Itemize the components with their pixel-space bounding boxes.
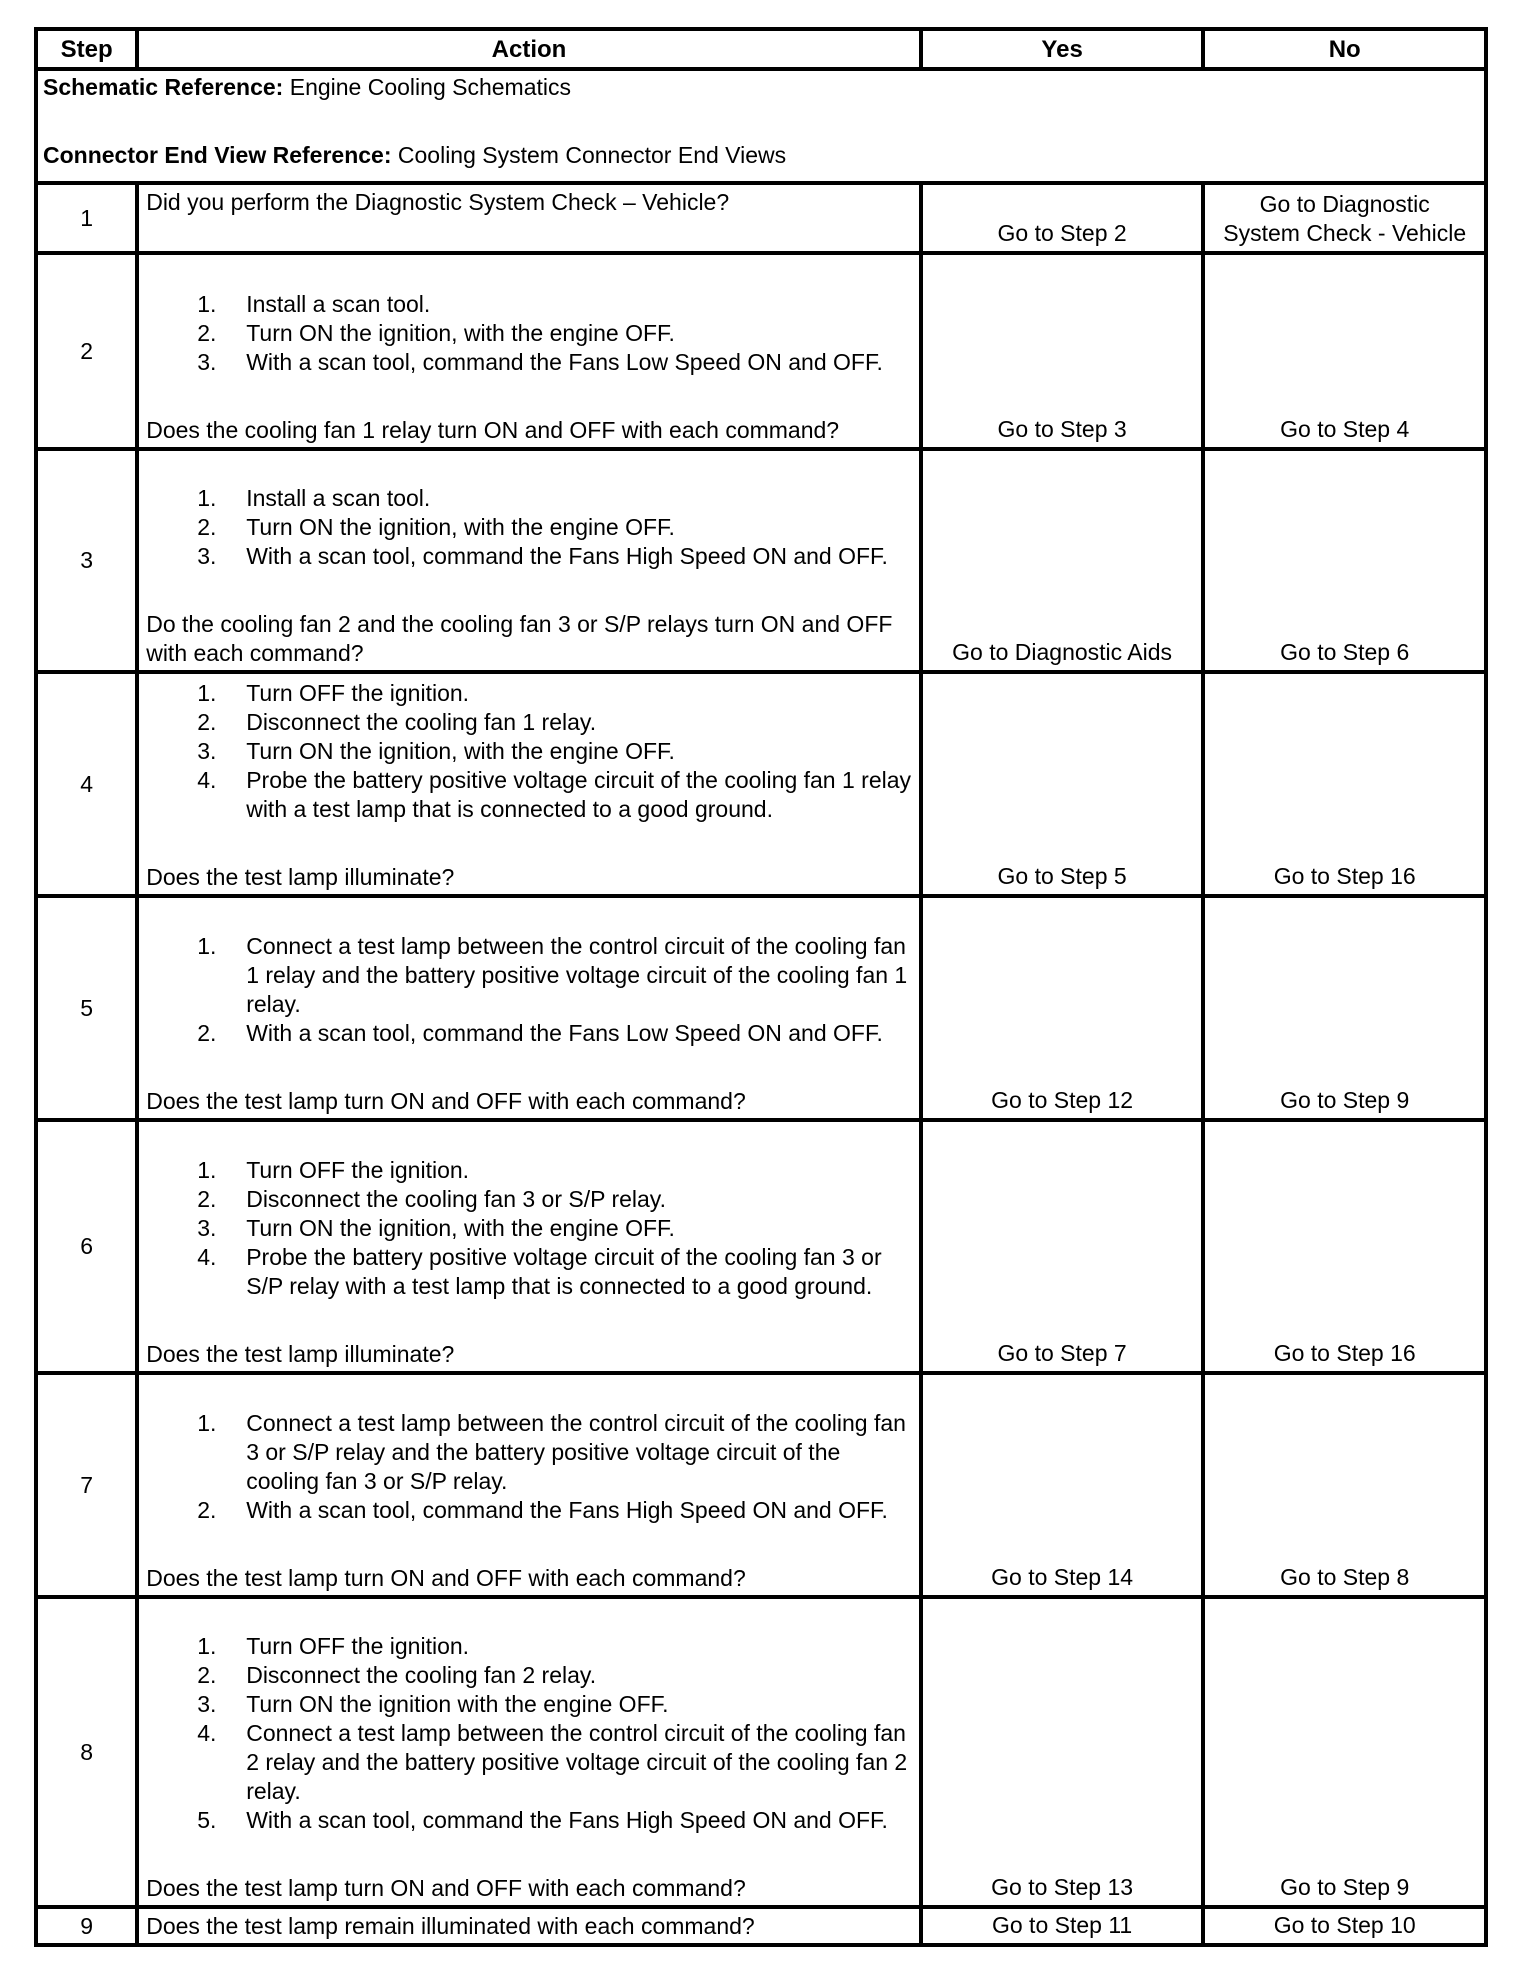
yes-cell: Go to Step 7 (921, 1120, 1204, 1373)
header-action: Action (137, 29, 921, 69)
step-row (36, 253, 1486, 449)
step-question: Does the test lamp turn ON and OFF with each command? (146, 1875, 746, 1901)
action-cell (137, 253, 921, 449)
action-cell (137, 896, 921, 1120)
yes-cell: Go to Step 13 (921, 1597, 1204, 1907)
action-item: 2. Turn ON the ignition, with the engine OFF. (197, 320, 675, 346)
action-list (146, 1156, 913, 1301)
step-question: Did you perform the Diagnostic System Check – Vehicle? (146, 189, 730, 215)
step-question: Does the test lamp turn ON and OFF with each command? (146, 1088, 746, 1114)
step-row (36, 672, 1486, 896)
action-cell (137, 1597, 921, 1907)
action-item: 2. With a scan tool, command the Fans Low Speed ON and OFF. (197, 1020, 883, 1046)
action-cell (137, 183, 921, 253)
schematic-reference-value: Engine Cooling Schematics (283, 74, 572, 100)
step-row (36, 1120, 1486, 1373)
action-item: 4. Probe the battery positive voltage circuit of the cooling fan 1 relay with a test lamp that is connected to a good ground. (197, 767, 912, 822)
no-cell: Go to Step 9 (1203, 1597, 1486, 1907)
action-item: 1. Connect a test lamp between the control circuit of the cooling fan 1 relay and the battery positive voltage circuit of the cooling fan 1 relay. (197, 933, 908, 1017)
diagnostic-table (34, 27, 1488, 1947)
references-row (36, 69, 1486, 183)
no-cell: Go to Step 8 (1203, 1373, 1486, 1597)
step-number: 9 (36, 1907, 137, 1945)
action-item: 3. With a scan tool, command the Fans High Speed ON and OFF. (197, 543, 888, 569)
step-number: 7 (36, 1373, 137, 1597)
no-cell: Go to Step 16 (1203, 1120, 1486, 1373)
no-cell: Go to Step 9 (1203, 896, 1486, 1120)
action-item: 1. Install a scan tool. (197, 291, 431, 317)
yes-cell: Go to Step 3 (921, 253, 1204, 449)
yes-cell: Go to Diagnostic Aids (921, 449, 1204, 672)
step-number: 2 (36, 253, 137, 449)
yes-cell: Go to Step 12 (921, 896, 1204, 1120)
step-question: Does the test lamp illuminate? (146, 1341, 455, 1367)
step-question: Does the cooling fan 1 relay turn ON and OFF with each command? (146, 417, 840, 443)
action-cell (137, 672, 921, 896)
step-question: Does the test lamp remain illuminated with each command? (146, 1913, 755, 1939)
action-item: 4. Probe the battery positive voltage circuit of the cooling fan 3 or S/P relay with a test lamp that is connected to a good ground. (197, 1244, 882, 1299)
action-cell (137, 449, 921, 672)
step-question: Do the cooling fan 2 and the cooling fan 3 or S/P relays turn ON and OFF with each command? (146, 611, 893, 666)
action-item: 2. Disconnect the cooling fan 3 or S/P relay. (197, 1186, 666, 1212)
action-item: 3. Turn ON the ignition, with the engine OFF. (197, 738, 675, 764)
step-question: Does the test lamp turn ON and OFF with each command? (146, 1565, 746, 1591)
step-row (36, 449, 1486, 672)
step-number: 1 (36, 183, 137, 253)
action-item: 3. Turn ON the ignition, with the engine OFF. (197, 1215, 675, 1241)
action-item: 1. Turn OFF the ignition. (197, 1157, 470, 1183)
action-list (146, 484, 913, 571)
references-cell (36, 69, 1486, 183)
step-row (36, 183, 1486, 253)
yes-cell: Go to Step 14 (921, 1373, 1204, 1597)
header-row (36, 29, 1486, 69)
action-list (146, 932, 913, 1048)
yes-cell: Go to Step 2 (921, 183, 1204, 253)
no-cell: Go to Step 10 (1203, 1907, 1486, 1945)
action-list (146, 1409, 913, 1525)
no-cell: Go to Step 4 (1203, 253, 1486, 449)
action-list (146, 679, 913, 824)
action-list (146, 1632, 913, 1835)
action-item: 1. Turn OFF the ignition. (197, 680, 470, 706)
header-step: Step (36, 29, 137, 69)
no-cell: Go to Step 16 (1203, 672, 1486, 896)
step-number: 3 (36, 449, 137, 672)
step-row (36, 1907, 1486, 1945)
schematic-reference-label: Schematic Reference: (43, 74, 284, 100)
header-yes: Yes (921, 29, 1204, 69)
action-item: 2. Disconnect the cooling fan 1 relay. (197, 709, 597, 735)
no-cell: Go to Step 6 (1203, 449, 1486, 672)
action-item: 1. Turn OFF the ignition. (197, 1633, 470, 1659)
step-number: 6 (36, 1120, 137, 1373)
action-cell (137, 1120, 921, 1373)
action-item: 3. Turn ON the ignition with the engine OFF. (197, 1691, 669, 1717)
action-item: 5. With a scan tool, command the Fans High Speed ON and OFF. (197, 1807, 888, 1833)
action-item: 2. With a scan tool, command the Fans High Speed ON and OFF. (197, 1497, 888, 1523)
no-line-1: Go to Diagnostic (1259, 191, 1430, 217)
header-no: No (1203, 29, 1486, 69)
action-item: 2. Disconnect the cooling fan 2 relay. (197, 1662, 597, 1688)
no-cell (1203, 183, 1486, 253)
step-number: 4 (36, 672, 137, 896)
action-item: 3. With a scan tool, command the Fans Low Speed ON and OFF. (197, 349, 883, 375)
step-row (36, 896, 1486, 1120)
yes-cell: Go to Step 5 (921, 672, 1204, 896)
connector-reference (43, 141, 1478, 170)
step-row (36, 1597, 1486, 1907)
action-cell (137, 1373, 921, 1597)
step-number: 8 (36, 1597, 137, 1907)
action-item: 2. Turn ON the ignition, with the engine OFF. (197, 514, 675, 540)
yes-cell: Go to Step 11 (921, 1907, 1204, 1945)
step-row (36, 1373, 1486, 1597)
step-number: 5 (36, 896, 137, 1120)
action-item: 1. Install a scan tool. (197, 485, 431, 511)
action-item: 4. Connect a test lamp between the control circuit of the cooling fan 2 relay and the battery positive voltage circuit of the cooling fan 2 relay. (197, 1720, 908, 1804)
schematic-reference (43, 73, 1478, 102)
no-line-2: System Check - Vehicle (1223, 220, 1467, 246)
action-cell (137, 1907, 921, 1945)
action-list (146, 290, 913, 377)
action-item: 1. Connect a test lamp between the control circuit of the cooling fan 3 or S/P relay and the battery positive voltage circuit of the cooling fan 3 or S/P relay. (197, 1410, 906, 1494)
step-question: Does the test lamp illuminate? (146, 864, 455, 890)
connector-reference-label: Connector End View Reference: (43, 142, 392, 168)
connector-reference-value: Cooling System Connector End Views (391, 142, 787, 168)
